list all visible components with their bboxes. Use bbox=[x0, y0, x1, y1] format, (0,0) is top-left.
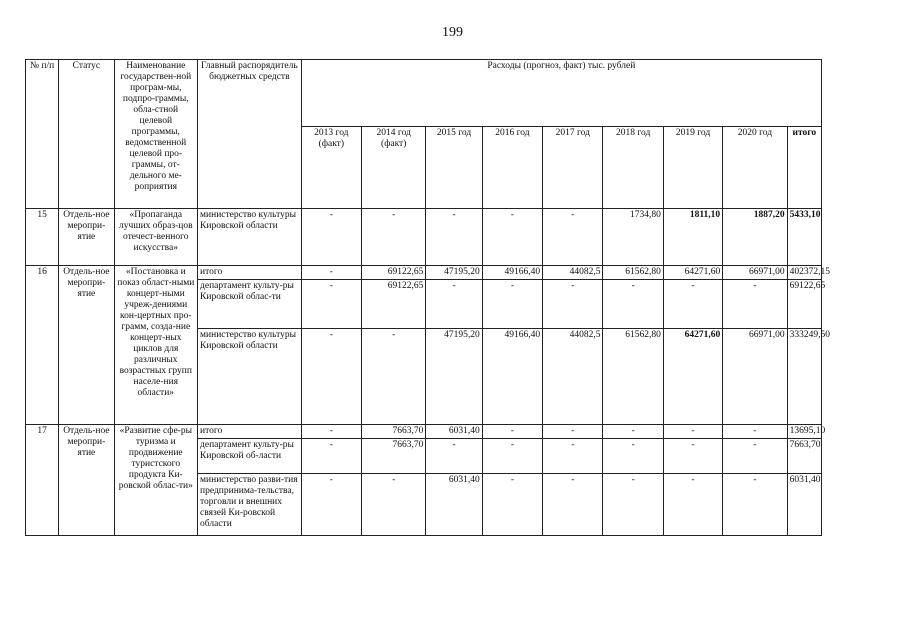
value-cell: - bbox=[663, 425, 722, 439]
value-cell: - bbox=[482, 209, 542, 266]
value-cell: - bbox=[663, 439, 722, 474]
row-distributor: итого bbox=[198, 266, 302, 280]
value-cell: 6031,40 bbox=[426, 425, 482, 439]
value-cell: 49166,40 bbox=[482, 329, 542, 425]
value-cell: 44082,5 bbox=[543, 329, 603, 425]
value-cell: - bbox=[301, 209, 361, 266]
row-status: Отдель-ное меропри-ятие bbox=[59, 266, 114, 425]
total-cell: 333249,50 bbox=[787, 329, 821, 425]
budget-table bbox=[25, 59, 830, 536]
value-cell: - bbox=[362, 474, 426, 536]
value-cell: 69122,65 bbox=[362, 266, 426, 280]
value-cell: - bbox=[663, 474, 722, 536]
value-cell: - bbox=[301, 425, 361, 439]
value-cell: - bbox=[603, 439, 663, 474]
value-cell: - bbox=[301, 474, 361, 536]
value-cell: - bbox=[301, 280, 361, 329]
value-cell: - bbox=[482, 425, 542, 439]
value-cell: 1811,10 bbox=[663, 209, 722, 266]
value-cell: 47195,20 bbox=[426, 329, 482, 425]
value-cell: 61562,80 bbox=[603, 329, 663, 425]
header-num: № п/п bbox=[26, 60, 59, 209]
value-cell: - bbox=[723, 425, 787, 439]
value-cell: 69122,65 bbox=[362, 280, 426, 329]
row-number: 17 bbox=[26, 425, 59, 536]
value-cell: 1734,80 bbox=[603, 209, 663, 266]
header-status: Статус bbox=[59, 60, 114, 209]
value-cell: - bbox=[426, 280, 482, 329]
value-cell: - bbox=[301, 266, 361, 280]
row-distributor: министерство культуры Кировской области bbox=[198, 329, 302, 425]
total-cell: 402372,15 bbox=[787, 266, 821, 280]
row-distributor: итого bbox=[198, 425, 302, 439]
header-total: итого bbox=[787, 127, 821, 209]
value-cell: - bbox=[663, 280, 722, 329]
total-cell: 5433,10 bbox=[787, 209, 821, 266]
row-status: Отдель-ное меропри-ятие bbox=[59, 425, 114, 536]
page-number: 199 bbox=[442, 25, 463, 40]
header-distributor: Главный распорядитель бюджетных средств bbox=[198, 60, 302, 209]
header-year: 2020 год bbox=[723, 127, 787, 209]
total-cell: 6031,40 bbox=[787, 474, 821, 536]
value-cell: - bbox=[543, 439, 603, 474]
value-cell: - bbox=[482, 439, 542, 474]
header-row-1 bbox=[26, 60, 822, 127]
value-cell: - bbox=[482, 280, 542, 329]
header-year: 2014 год (факт) bbox=[362, 127, 426, 209]
value-cell: - bbox=[362, 329, 426, 425]
value-cell: - bbox=[482, 474, 542, 536]
row-distributor: департамент культу-ры Кировской об-ласти bbox=[198, 439, 302, 474]
table-row bbox=[26, 209, 822, 266]
value-cell: - bbox=[603, 280, 663, 329]
value-cell: - bbox=[426, 439, 482, 474]
header-year: 2013 год (факт) bbox=[301, 127, 361, 209]
header-program-name: Наименование государствен-ной програм-мы, подпро-граммы, обла-стной целевой программы, ведомственной целевой про-граммы, от-дельного ме-роприятия bbox=[114, 60, 198, 209]
header-year: 2018 год bbox=[603, 127, 663, 209]
value-cell: 66971,00 bbox=[723, 266, 787, 280]
value-cell: 47195,20 bbox=[426, 266, 482, 280]
value-cell: - bbox=[362, 209, 426, 266]
row-status: Отдель-ное меропри-ятие bbox=[59, 209, 114, 266]
value-cell: 44082,5 bbox=[543, 266, 603, 280]
total-cell: 7663,70 bbox=[787, 439, 821, 474]
value-cell: - bbox=[543, 425, 603, 439]
total-cell: 13695,10 bbox=[787, 425, 821, 439]
value-cell: 1887,20 bbox=[723, 209, 787, 266]
row-program-name: «Пропаганда лучших образ-цов отечест-венного искусства» bbox=[114, 209, 198, 266]
value-cell: - bbox=[301, 439, 361, 474]
value-cell: 7663,70 bbox=[362, 439, 426, 474]
row-number: 16 bbox=[26, 266, 59, 425]
header-year: 2017 год bbox=[543, 127, 603, 209]
value-cell: - bbox=[603, 474, 663, 536]
row-program-name: «Постановка и показ област-ными концерт-ными учреж-дениями кон-цертных про-грамм, созда-ние концерт-ных циклов для различных возрастных групп населе-ния области» bbox=[114, 266, 198, 425]
row-number: 15 bbox=[26, 209, 59, 266]
total-cell: 69122,65 bbox=[787, 280, 821, 329]
value-cell: 7663,70 bbox=[362, 425, 426, 439]
value-cell: 61562,80 bbox=[603, 266, 663, 280]
value-cell: - bbox=[723, 280, 787, 329]
table-row bbox=[26, 266, 822, 280]
value-cell: - bbox=[543, 209, 603, 266]
row-distributor: министерство культуры Кировской области bbox=[198, 209, 302, 266]
header-expenses: Расходы (прогноз, факт) тыс. рублей bbox=[301, 60, 821, 127]
value-cell: - bbox=[426, 209, 482, 266]
row-program-name: «Развитие сфе-ры туризма и продвижение туристского продукта Ки-ровской облас-ти» bbox=[114, 425, 198, 536]
header-year: 2015 год bbox=[426, 127, 482, 209]
value-cell: - bbox=[543, 474, 603, 536]
value-cell: - bbox=[723, 439, 787, 474]
row-distributor: министерство разви-тия предпринима-тельства, торговли и внешних связей Ки-ровской области bbox=[198, 474, 302, 536]
row-distributor: департамент культу-ры Кировской облас-ти bbox=[198, 280, 302, 329]
value-cell: - bbox=[543, 280, 603, 329]
value-cell: - bbox=[301, 329, 361, 425]
header-year: 2019 год bbox=[663, 127, 722, 209]
table-row bbox=[26, 425, 822, 439]
value-cell: 6031,40 bbox=[426, 474, 482, 536]
value-cell: 64271,60 bbox=[663, 329, 722, 425]
value-cell: - bbox=[603, 425, 663, 439]
value-cell: - bbox=[723, 474, 787, 536]
value-cell: 49166,40 bbox=[482, 266, 542, 280]
value-cell: 66971,00 bbox=[723, 329, 787, 425]
header-year: 2016 год bbox=[482, 127, 542, 209]
value-cell: 64271,60 bbox=[663, 266, 722, 280]
